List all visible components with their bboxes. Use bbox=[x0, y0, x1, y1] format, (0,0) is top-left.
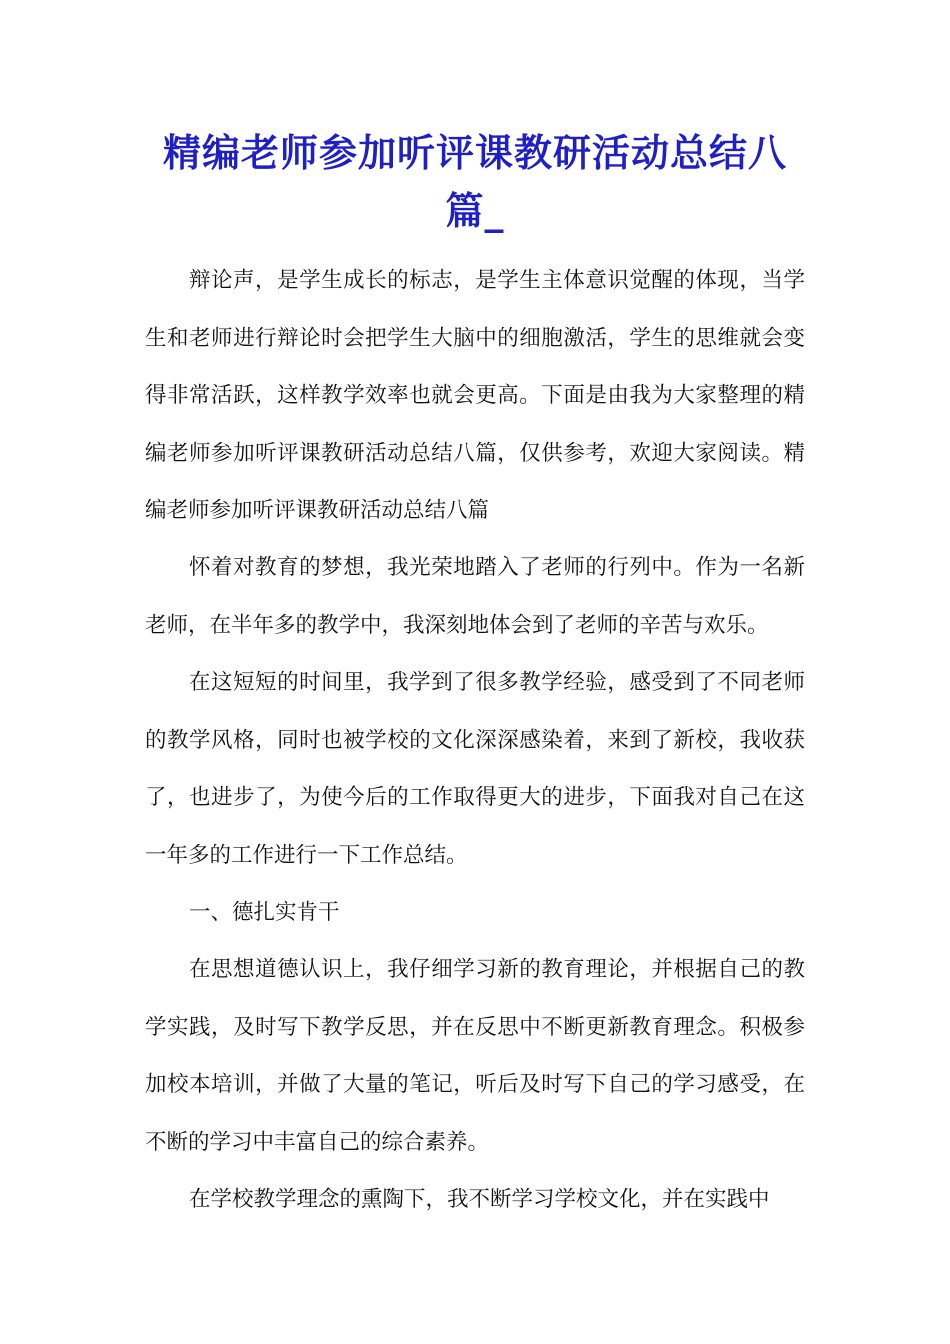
paragraph-moral-study: 在思想道德认识上，我仔细学习新的教育理论，并根据自己的教学实践，及时写下教学反思，并在反思中不断更新教育理念。积极参加校本培训，并做了大量的笔记，听后及时写下自己的学习感受，在不断的学习中丰富自己的综合素养。 bbox=[145, 957, 805, 1155]
paragraph-experience: 在这短短的时间里，我学到了很多教学经验，感受到了不同老师的教学风格，同时也被学校的文化深深感染着，来到了新校，我收获了，也进步了，为使今后的工作取得更大的进步，下面我对自己在这一年多的工作进行一下工作总结。 bbox=[145, 670, 805, 868]
paragraph-school-culture: 在学校教学理念的熏陶下，我不断学习学校文化，并在实践中 bbox=[189, 1187, 770, 1212]
document-title: 精编老师参加听评课教研活动总结八篇_ bbox=[162, 130, 787, 233]
paragraph-dream: 怀着对教育的梦想，我光荣地踏入了老师的行列中。作为一名新老师，在半年多的教学中，我深刻地体会到了老师的辛苦与欢乐。 bbox=[145, 555, 805, 638]
section-heading-morality: 一、德扎实肯干 bbox=[189, 900, 340, 925]
paragraph-intro: 辩论声，是学生成长的标志，是学生主体意识觉醒的体现，当学生和老师进行辩论时会把学生大脑中的细胞激活，学生的思维就会变得非常活跃，这样教学效率也就会更高。下面是由我为大家整理的精编老师参加听评课教研活动总结八篇，仅供参考，欢迎大家阅读。精编老师参加听评课教研活动总结八篇 bbox=[145, 268, 805, 523]
